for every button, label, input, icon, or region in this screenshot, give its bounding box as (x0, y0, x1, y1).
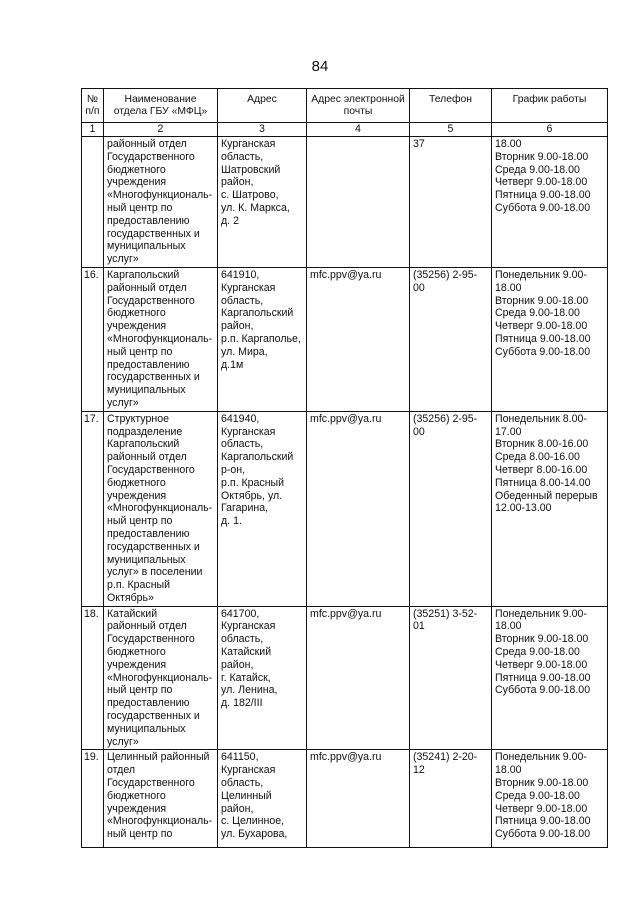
column-number: 2 (104, 123, 218, 137)
row-email: mfc.ppv@ya.ru (307, 411, 410, 606)
row-schedule: Понедельник 9.00- 18.00 Вторник 9.00-18.00 Среда 9.00-18.00 Четверг 9.00-18.00 Пятница 9.00-18.00 Суббота 9.00-18.00 (492, 750, 608, 848)
table-row (82, 137, 608, 268)
header-num: № п/п (82, 89, 104, 123)
row-name: Структурное подразделение Каргапольский районный отдел Государственного бюджетного учреждения «Многофункциональ- ный центр по предоставлению государственных и муниципальных услуг» в поселении р.п. Красный Октябрь» (104, 411, 218, 606)
column-number-row (82, 123, 608, 137)
table-row (82, 411, 608, 606)
row-email: mfc.ppv@ya.ru (307, 750, 410, 848)
column-number: 5 (410, 123, 492, 137)
header-address: Адрес (218, 89, 307, 123)
table-row (82, 606, 608, 750)
table-row (82, 750, 608, 848)
row-phone: 37 (410, 137, 492, 268)
table-header-row (82, 89, 608, 123)
row-phone: (35256) 2-95- 00 (410, 411, 492, 606)
header-phone: Телефон (410, 89, 492, 123)
row-name: Каргапольский районный отдел Государственного бюджетного учреждения «Многофункциональ- ный центр по предоставлению государственных и муниципальных услуг» (104, 267, 218, 411)
mfc-offices-table (81, 88, 608, 848)
row-num (82, 137, 104, 268)
row-email: mfc.ppv@ya.ru (307, 606, 410, 750)
row-phone: (35241) 2-20- 12 (410, 750, 492, 848)
row-num: 19. (82, 750, 104, 848)
row-num: 18. (82, 606, 104, 750)
row-num: 17. (82, 411, 104, 606)
header-email: Адрес электронной почты (307, 89, 410, 123)
row-address: Курганская область, Шатровский район, с. Шатрово, ул. К. Маркса, д. 2 (218, 137, 307, 268)
page-number: 84 (311, 58, 329, 75)
column-number: 1 (82, 123, 104, 137)
row-name: Целинный районный отдел Государственного бюджетного учреждения «Многофункциональ- ный центр по (104, 750, 218, 848)
row-address: 641150, Курганская область, Целинный район, с. Целинное, ул. Бухарова, (218, 750, 307, 848)
row-schedule: 18.00 Вторник 9.00-18.00 Среда 9.00-18.00 Четверг 9.00-18.00 Пятница 9.00-18.00 Суббота 9.00-18.00 (492, 137, 608, 268)
column-number: 4 (307, 123, 410, 137)
row-num: 16. (82, 267, 104, 411)
row-phone: (35256) 2-95- 00 (410, 267, 492, 411)
row-name: Катайский районный отдел Государственного бюджетного учреждения «Многофункциональ- ный центр по предоставлению государственных и муниципальных услуг» (104, 606, 218, 750)
header-schedule: График работы (492, 89, 608, 123)
row-email: mfc.ppv@ya.ru (307, 267, 410, 411)
row-phone: (35251) 3-52- 01 (410, 606, 492, 750)
row-email (307, 137, 410, 268)
row-schedule: Понедельник 9.00- 18.00 Вторник 9.00-18.00 Среда 9.00-18.00 Четверг 9.00-18.00 Пятница 9.00-18.00 Суббота 9.00-18.00 (492, 606, 608, 750)
row-address: 641940, Курганская область, Каргапольский р-он, р.п. Красный Октябрь, ул. Гагарина, д. 1. (218, 411, 307, 606)
row-name: районный отдел Государственного бюджетного учреждения «Многофункциональ- ный центр по предоставлению государственных и муниципальных услуг» (104, 137, 218, 268)
column-number: 6 (492, 123, 608, 137)
table-row (82, 267, 608, 411)
row-address: 641910, Курганская область, Каргапольский район, р.п. Каргаполье, ул. Мира, д.1м (218, 267, 307, 411)
header-name: Наименование отдела ГБУ «МФЦ» (104, 89, 218, 123)
row-schedule: Понедельник 8.00- 17.00 Вторник 8.00-16.00 Среда 8.00-16.00 Четверг 8.00-16.00 Пятница 8.00-14.00 Обеденный перерыв 12.00-13.00 (492, 411, 608, 606)
row-address: 641700, Курганская область, Катайский район, г. Катайск, ул. Ленина, д. 182/III (218, 606, 307, 750)
row-schedule: Понедельник 9.00- 18.00 Вторник 9.00-18.00 Среда 9.00-18.00 Четверг 9.00-18.00 Пятница 9.00-18.00 Суббота 9.00-18.00 (492, 267, 608, 411)
column-number: 3 (218, 123, 307, 137)
